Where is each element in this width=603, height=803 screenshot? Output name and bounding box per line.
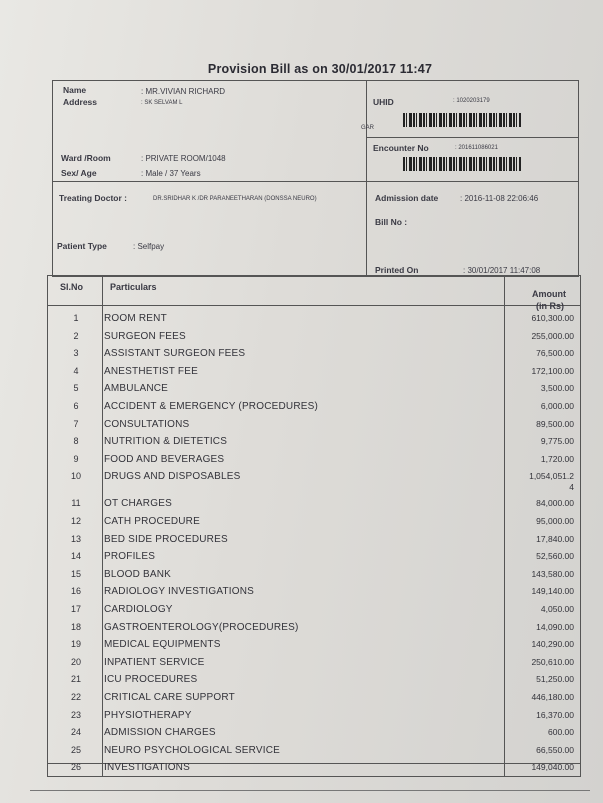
row-sl-no: 10 — [70, 471, 81, 482]
row-particular: BLOOD BANK — [104, 568, 172, 580]
table-row — [48, 471, 580, 493]
table-row — [48, 657, 580, 674]
row-amount: 6,000.00 — [540, 401, 574, 411]
header-hline-left-1 — [53, 181, 366, 182]
row-particular: INVESTIGATIONS — [104, 762, 190, 774]
row-sl-no: 25 — [70, 744, 81, 755]
patient-header-box — [52, 80, 579, 277]
row-particular: MEDICAL EQUIPMENTS — [104, 639, 221, 651]
row-amount: 9,775.00 — [540, 436, 574, 447]
row-particular: SURGEON FEES — [104, 330, 186, 342]
row-particular: ACCIDENT & EMERGENCY (PROCEDURES) — [104, 401, 319, 412]
encounter-value: : 201611086021 — [455, 145, 498, 151]
patient-type-value: : Selfpay — [133, 242, 165, 251]
table-row — [48, 331, 580, 348]
row-amount: 51,250.00 — [536, 674, 574, 685]
row-amount: 66,550.00 — [536, 744, 574, 755]
table-row — [48, 383, 580, 400]
sexage-label: Sex/ Age — [61, 168, 97, 178]
row-amount: 255,000.00 — [531, 330, 574, 341]
table-row — [48, 762, 580, 779]
table-row — [48, 454, 580, 471]
row-amount: 446,180.00 — [531, 692, 574, 702]
admission-label: Admission date — [375, 193, 439, 203]
row-sl-no: 21 — [70, 674, 81, 685]
row-particular: FOOD AND BEVERAGES — [104, 453, 225, 465]
table-row — [48, 604, 580, 621]
row-particular: ADMISSION CHARGES — [104, 727, 216, 739]
uhid-label: UHID — [373, 97, 394, 107]
particulars-table — [47, 275, 581, 777]
row-particular: CATH PROCEDURE — [104, 516, 200, 527]
row-amount: 172,100.00 — [531, 365, 574, 376]
row-amount: 3,500.00 — [540, 383, 574, 394]
row-sl-no: 18 — [70, 621, 81, 632]
row-sl-no: 7 — [73, 418, 79, 429]
table-header-line — [48, 305, 580, 306]
row-particular: OT CHARGES — [104, 498, 172, 510]
row-particular: CRITICAL CARE SUPPORT — [104, 692, 235, 703]
table-row — [48, 419, 580, 436]
header-hline-right-1 — [366, 137, 578, 138]
admission-value: : 2016-11-08 22:06:46 — [460, 194, 539, 203]
row-amount: 143,580.00 — [531, 568, 574, 579]
row-sl-no: 4 — [73, 365, 79, 376]
billno-label: Bill No : — [375, 217, 408, 227]
row-particular: RADIOLOGY INVESTIGATIONS — [104, 586, 255, 598]
row-particular: ROOM RENT — [104, 313, 167, 324]
row-sl-no: 14 — [70, 551, 81, 562]
row-sl-no: 11 — [71, 498, 81, 509]
row-sl-no: 8 — [73, 436, 79, 447]
row-amount: 52,560.00 — [536, 551, 574, 562]
table-row — [48, 622, 580, 639]
row-amount: 17,840.00 — [536, 533, 574, 544]
row-particular: PROFILES — [104, 551, 156, 563]
row-sl-no: 1 — [73, 313, 79, 323]
header-hline-right-2 — [366, 181, 578, 182]
row-amount: 89,500.00 — [536, 418, 574, 429]
row-amount: 4,050.00 — [540, 604, 574, 614]
table-row — [48, 586, 580, 603]
row-sl-no: 15 — [70, 568, 81, 579]
row-sl-no: 23 — [70, 709, 81, 720]
table-row — [48, 692, 580, 709]
printed-value: : 30/01/2017 11:47:08 — [463, 266, 541, 275]
col-particulars-header: Particulars — [110, 282, 157, 292]
row-amount: 140,290.00 — [531, 639, 574, 650]
row-sl-no: 16 — [70, 586, 81, 597]
address-partial: : SK SELVAM L — [141, 100, 183, 106]
bill-title: Provision Bill as on 30/01/2017 11:47 — [207, 62, 433, 76]
row-amount: 76,500.00 — [536, 348, 574, 359]
row-sl-no: 24 — [70, 727, 81, 738]
table-row — [48, 313, 580, 330]
table-row — [48, 639, 580, 656]
table-row — [48, 710, 580, 727]
sexage-value: : Male / 37 Years — [141, 169, 201, 178]
row-particular: CARDIOLOGY — [104, 604, 173, 615]
name-value: : MR.VIVIAN RICHARD — [141, 87, 226, 96]
row-sl-no: 6 — [73, 401, 79, 411]
patient-type-label: Patient Type — [57, 241, 107, 251]
row-particular: AMBULANCE — [104, 383, 169, 395]
row-amount: 16,370.00 — [536, 709, 574, 720]
col-amount-header: Amount — [532, 289, 566, 299]
table-row — [48, 569, 580, 586]
row-sl-no: 22 — [70, 692, 81, 702]
row-particular: ICU PROCEDURES — [104, 674, 198, 686]
row-particular: NUTRITION & DIETETICS — [104, 436, 228, 448]
table-row — [48, 498, 580, 515]
row-sl-no: 17 — [70, 604, 81, 614]
address-label: Address — [63, 97, 98, 107]
row-particular: NEURO PSYCHOLOGICAL SERVICE — [104, 744, 281, 756]
row-particular: ASSISTANT SURGEON FEES — [104, 348, 246, 360]
row-amount: 610,300.00 — [531, 313, 574, 323]
ward-label: Ward /Room — [61, 153, 111, 163]
row-sl-no: 19 — [70, 639, 81, 650]
row-amount: 14,090.00 — [536, 621, 574, 632]
table-row — [48, 401, 580, 418]
row-amount: 250,610.00 — [531, 656, 574, 667]
row-amount: 84,000.00 — [536, 498, 574, 509]
row-sl-no: 2 — [73, 330, 79, 341]
table-row — [48, 516, 580, 533]
row-sl-no: 26 — [70, 762, 81, 773]
page-bottom-rule — [30, 790, 590, 791]
row-particular: PHYSIOTHERAPY — [104, 709, 192, 721]
table-row — [48, 551, 580, 568]
row-particular: ANESTHETIST FEE — [104, 365, 198, 377]
row-particular: CONSULTATIONS — [104, 418, 190, 430]
row-sl-no: 5 — [73, 383, 79, 394]
col-amount-unit: (in Rs) — [536, 301, 564, 311]
table-row — [48, 534, 580, 551]
encounter-label: Encounter No — [373, 143, 429, 153]
row-sl-no: 20 — [70, 656, 81, 667]
row-particular: BED SIDE PROCEDURES — [104, 533, 228, 545]
col-sl-header: Sl.No — [60, 282, 84, 292]
row-amount: 149,140.00 — [531, 586, 574, 597]
row-sl-no: 9 — [73, 453, 79, 464]
uhid-value: : 1020203179 — [453, 98, 490, 104]
doctor-value: DR.SRIDHAR K /DR PARANEETHARAN (DONSSA NEURO) — [153, 196, 317, 202]
doctor-label: Treating Doctor : — [59, 193, 128, 203]
table-row — [48, 366, 580, 383]
row-sl-no: 12 — [70, 516, 81, 526]
table-row — [48, 745, 580, 762]
row-amount-continued: 4 — [569, 482, 574, 493]
row-particular: GASTROENTEROLOGY(PROCEDURES) — [104, 621, 299, 633]
uhid-barcode — [403, 113, 521, 127]
row-amount: 1,720.00 — [540, 453, 574, 464]
header-divider — [366, 81, 367, 276]
row-particular: DRUGS AND DISPOSABLES — [104, 471, 241, 483]
encounter-barcode — [403, 157, 521, 171]
table-row — [48, 436, 580, 453]
name-label: Name — [63, 85, 87, 95]
row-amount: 1,054,051.2 — [529, 471, 574, 482]
row-particular: INPATIENT SERVICE — [104, 656, 205, 668]
table-row — [48, 727, 580, 744]
row-amount: 600.00 — [548, 727, 574, 738]
row-amount: 95,000.00 — [536, 516, 574, 526]
table-row — [48, 674, 580, 691]
row-sl-no: 3 — [73, 348, 79, 359]
row-sl-no: 13 — [70, 533, 81, 544]
ward-value: : PRIVATE ROOM/1048 — [141, 154, 226, 163]
table-row — [48, 348, 580, 365]
printed-label: Printed On — [375, 265, 419, 275]
row-amount: 149,040.00 — [531, 762, 574, 773]
address-tail: GAR — [361, 125, 375, 131]
